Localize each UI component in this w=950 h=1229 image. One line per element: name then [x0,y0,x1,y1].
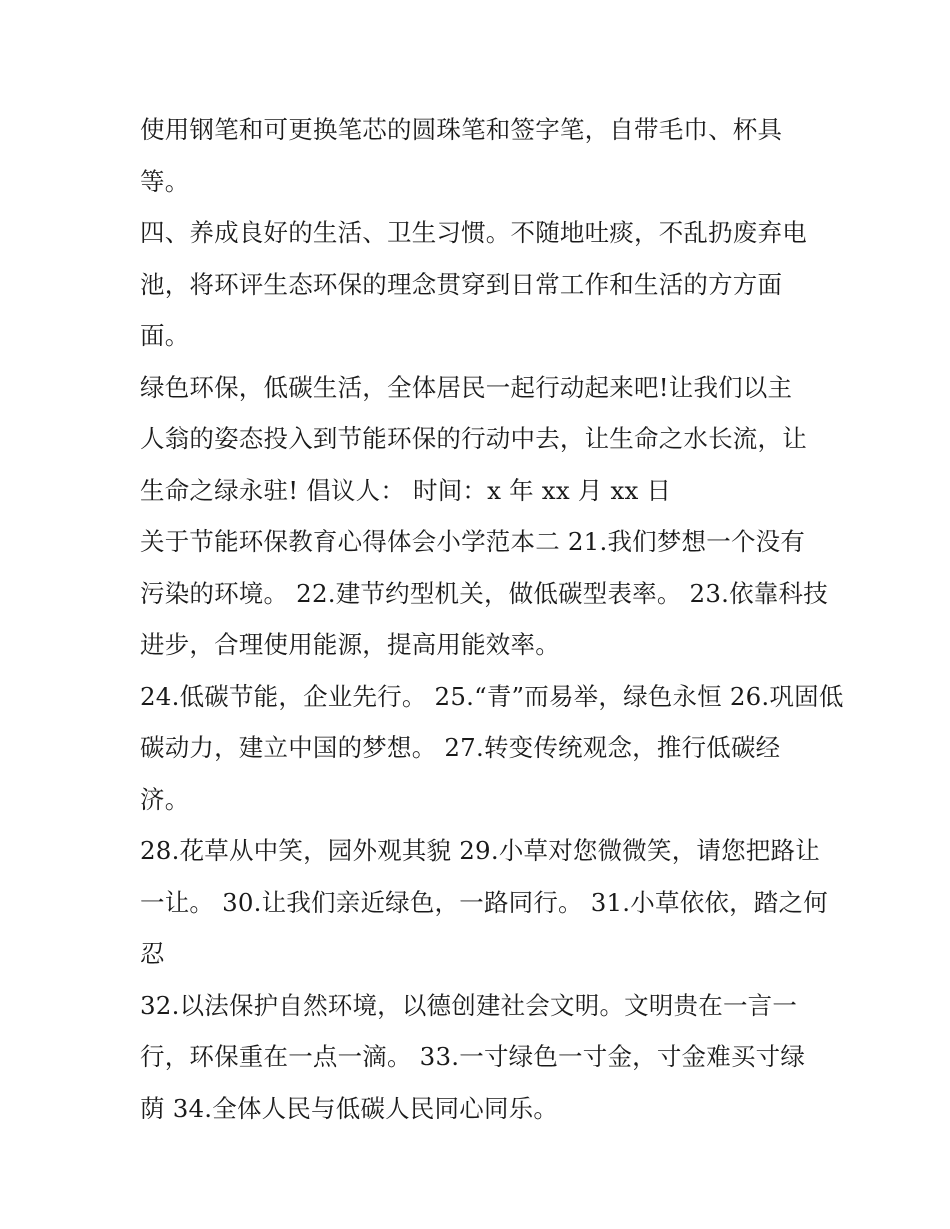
text-line: 污染的环境。 22.建节约型机关，做低碳型表率。 23.依靠科技 [140,578,828,608]
text-line: 四、养成良好的生活、卫生习惯。不随地吐痰，不乱扔废弃电 [140,218,807,247]
text-line: 人翁的姿态投入到节能环保的行动中去，让生命之水长流，让 [140,424,807,453]
text-line: 等。 [140,166,190,196]
text-line: 28.花草从中笑，园外观其貌 29.小草对您微微笑，请您把路让 [140,836,820,865]
text-line: 使用钢笔和可更换笔芯的圆珠笔和签字笔，自带毛巾、杯具 [140,115,783,144]
text-line: 绿色环保，低碳生活，全体居民一起行动起来吧!让我们以主 [140,372,793,402]
text-line: 碳动力，建立中国的梦想。 27.转变传统观念，推行低碳经 [140,733,781,762]
text-line: 面。 [140,321,190,350]
text-line: 池，将环评生态环保的理念贯穿到日常工作和生活的方方面 [140,269,783,299]
text-line: 一让。 30.让我们亲近绿色，一路同行。 31.小草依依，踏之何 [140,887,828,917]
text-line: 32.以法保护自然环境，以德创建社会文明。文明贵在一言一 [140,990,798,1020]
text-line: 进步，合理使用能源，提高用能效率。 [140,630,560,659]
text-line: 济。 [140,784,190,814]
text-line: 荫 34.全体人民与低碳人民同心同乐。 [140,1093,559,1123]
text-line: 24.低碳节能，企业先行。 25.“青”而易举，绿色永恒 26.巩固低 [140,681,844,711]
document-body [140,104,844,1134]
text-line: 生命之绿永驻! 倡议人： 时间：x 年 xx 月 xx 日 [140,475,672,505]
text-line: 关于节能环保教育心得体会小学范本二 21.我们梦想一个没有 [140,527,806,556]
text-line: 行，环保重在一点一滴。 33.一寸绿色一寸金，寸金难买寸绿 [140,1042,806,1071]
text-line: 忍 [140,939,165,968]
